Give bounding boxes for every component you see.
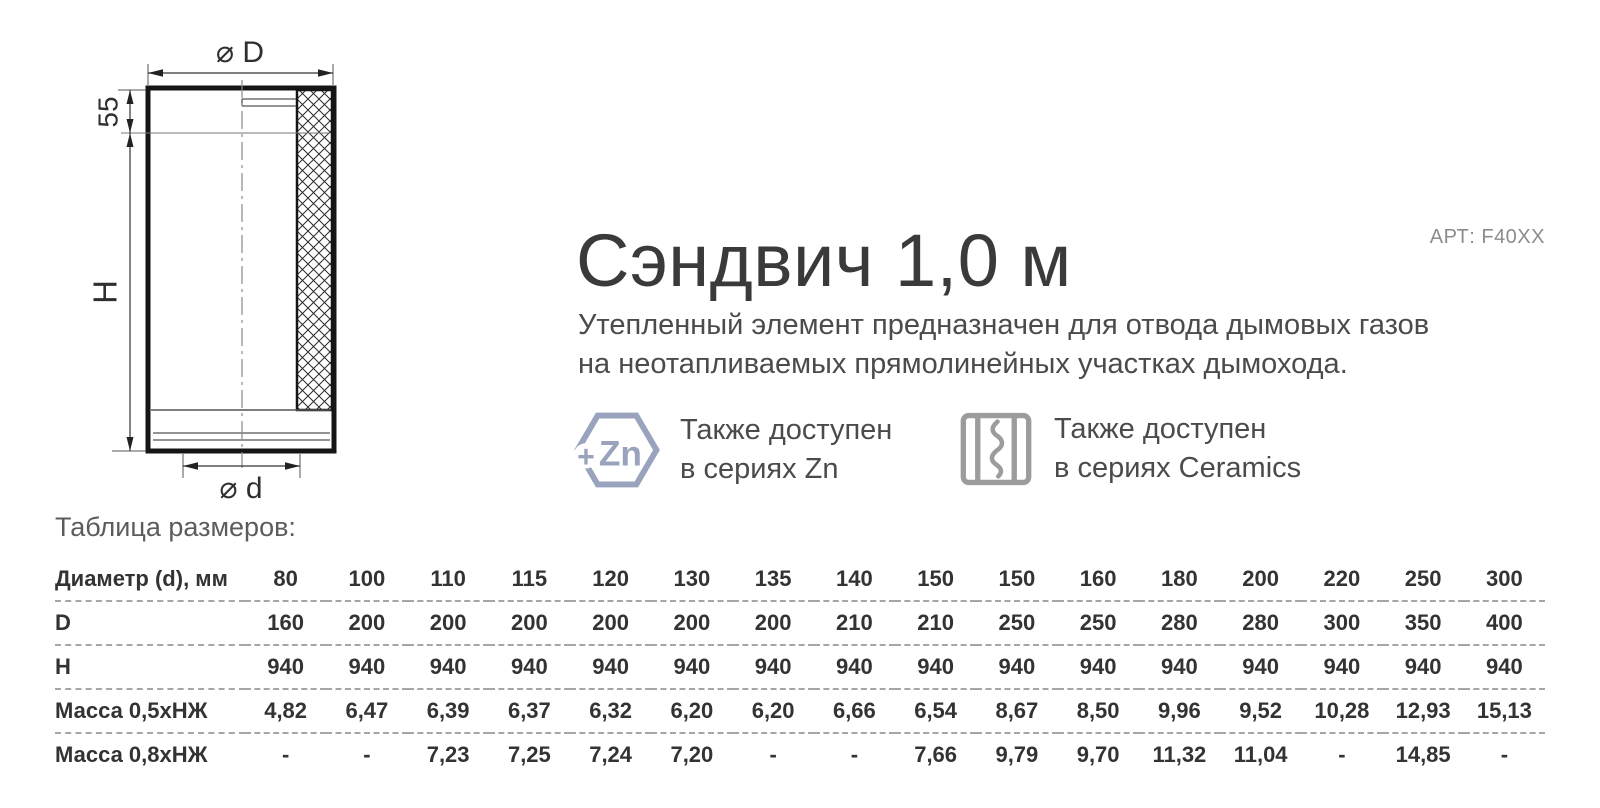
table-cell: 250 (1058, 601, 1139, 645)
zn-icon-plus: + (577, 441, 595, 475)
table-cell: 10,28 (1301, 689, 1382, 733)
table-cell: 7,23 (408, 733, 489, 776)
table-row (55, 689, 1545, 733)
outer-diameter-label: ⌀ D (215, 36, 265, 69)
zn-badge-line-1: Также доступен (680, 414, 893, 446)
table-cell: 11,32 (1139, 733, 1220, 776)
row-label: Масса 0,8хНЖ (55, 733, 245, 776)
insulation-hatch (297, 90, 332, 410)
row-label: Масса 0,5хНЖ (55, 689, 245, 733)
table-cell: 7,20 (651, 733, 732, 776)
dimension-collar (93, 90, 147, 133)
table-cell: 940 (1464, 645, 1545, 689)
table-cell: 940 (489, 645, 570, 689)
table-cell: 940 (895, 645, 976, 689)
row-label: Диаметр (d), мм (55, 566, 228, 591)
table-cell: 280 (1139, 601, 1220, 645)
table-cell: 80 (273, 566, 298, 591)
table-cell: - (1301, 733, 1382, 776)
table-cell: 11,04 (1220, 733, 1301, 776)
zn-badge-line-2: в сериях Zn (680, 453, 839, 485)
table-cell: 350 (1383, 601, 1464, 645)
table-cell: 6,39 (408, 689, 489, 733)
dimension-height (87, 133, 147, 451)
ceramics-badge-line-1: Также доступен (1054, 413, 1267, 445)
table-cell: - (733, 733, 814, 776)
height-label: H (86, 280, 124, 304)
table-cell: 940 (1220, 645, 1301, 689)
table-cell: 940 (570, 645, 651, 689)
table-cell: - (814, 733, 895, 776)
table-cell: 940 (651, 645, 732, 689)
table-cell: 8,50 (1058, 689, 1139, 733)
table-cell: 160 (245, 601, 326, 645)
table-cell: 9,79 (976, 733, 1057, 776)
ceramics-badge-text (1054, 410, 1301, 488)
table-cell: 940 (326, 645, 407, 689)
table-cell: 200 (733, 601, 814, 645)
zn-icon-label: Zn (598, 434, 642, 474)
table-cell: 300 (1301, 601, 1382, 645)
article-number: АРТ: F40XX (1429, 226, 1545, 248)
table-cell: 250 (976, 601, 1057, 645)
table-cell: 100 (348, 566, 386, 591)
description-line-1: Утепленный элемент предназначен для отвода дымовых газов (578, 309, 1430, 341)
zn-series-icon (574, 408, 660, 492)
table-row (55, 601, 1545, 645)
table-row (55, 645, 1545, 689)
table-cell: 9,52 (1220, 689, 1301, 733)
table-cell: 200 (326, 601, 407, 645)
table-cell: - (326, 733, 407, 776)
table-cell: 135 (754, 566, 792, 591)
table-cell: 15,13 (1464, 689, 1545, 733)
table-cell: 6,37 (489, 689, 570, 733)
table-cell: 940 (245, 645, 326, 689)
table-cell: 940 (733, 645, 814, 689)
badge-ceramics-series (958, 408, 1301, 490)
table-cell: 6,54 (895, 689, 976, 733)
table-cell: 6,66 (814, 689, 895, 733)
table-cell: 130 (673, 566, 711, 591)
table-row (55, 733, 1545, 776)
table-cell: 300 (1486, 566, 1523, 591)
page-title: Сэндвич 1,0 м (576, 219, 1072, 302)
technical-drawing (0, 0, 400, 510)
table-cell: 6,32 (570, 689, 651, 733)
table-cell: 6,47 (326, 689, 407, 733)
table-cell: 940 (1058, 645, 1139, 689)
table-cell: 940 (1139, 645, 1220, 689)
table-cell: 7,25 (489, 733, 570, 776)
table-cell: 6,20 (651, 689, 732, 733)
table-cell: 210 (814, 601, 895, 645)
table-cell: - (245, 733, 326, 776)
table-cell: 220 (1323, 566, 1361, 591)
table-cell: 150 (998, 566, 1036, 591)
row-label: D (55, 601, 245, 645)
table-cell: 250 (1404, 566, 1442, 591)
table-cell: 940 (1301, 645, 1382, 689)
table-cell: 200 (489, 601, 570, 645)
table-cell: 110 (430, 566, 466, 591)
table-cell: 12,93 (1383, 689, 1464, 733)
table-cell: 200 (408, 601, 489, 645)
table-cell: 200 (651, 601, 732, 645)
collar-height-label: 55 (92, 96, 124, 128)
table-cell: 280 (1220, 601, 1301, 645)
table-cell: 210 (895, 601, 976, 645)
table-row (55, 558, 1545, 601)
row-label: H (55, 645, 245, 689)
size-table (55, 558, 1545, 776)
table-cell: 14,85 (1383, 733, 1464, 776)
table-cell: 7,24 (570, 733, 651, 776)
table-cell: 200 (1242, 566, 1279, 591)
table-caption: Таблица размеров: (55, 512, 296, 542)
ceramics-badge-line-2: в сериях Ceramics (1054, 452, 1302, 484)
table-cell: 940 (976, 645, 1057, 689)
table-cell: 400 (1464, 601, 1545, 645)
table-cell: - (1464, 733, 1545, 776)
dimension-outer-diameter (148, 36, 333, 85)
table-cell: 9,70 (1058, 733, 1139, 776)
inner-diameter-label: ⌀ d (219, 472, 263, 505)
table-cell: 115 (511, 566, 548, 591)
table-cell: 6,20 (733, 689, 814, 733)
table-cell: 7,66 (895, 733, 976, 776)
zn-badge-text (680, 411, 892, 489)
table-cell: 940 (1383, 645, 1464, 689)
table-cell: 4,82 (245, 689, 326, 733)
table-cell: 180 (1161, 566, 1198, 591)
table-cell: 120 (592, 566, 629, 591)
table-cell: 8,67 (976, 689, 1057, 733)
ceramics-series-icon (958, 408, 1034, 490)
description-line-2: на неотапливаемых прямолинейных участках дымохода. (578, 348, 1348, 380)
table-cell: 940 (408, 645, 489, 689)
table-cell: 140 (836, 566, 873, 591)
table-cell: 160 (1079, 566, 1117, 591)
badge-zn-series (574, 408, 892, 492)
table-cell: 940 (814, 645, 895, 689)
table-cell: 150 (917, 566, 954, 591)
product-description (578, 306, 1429, 384)
table-cell: 200 (570, 601, 651, 645)
table-cell: 9,96 (1139, 689, 1220, 733)
